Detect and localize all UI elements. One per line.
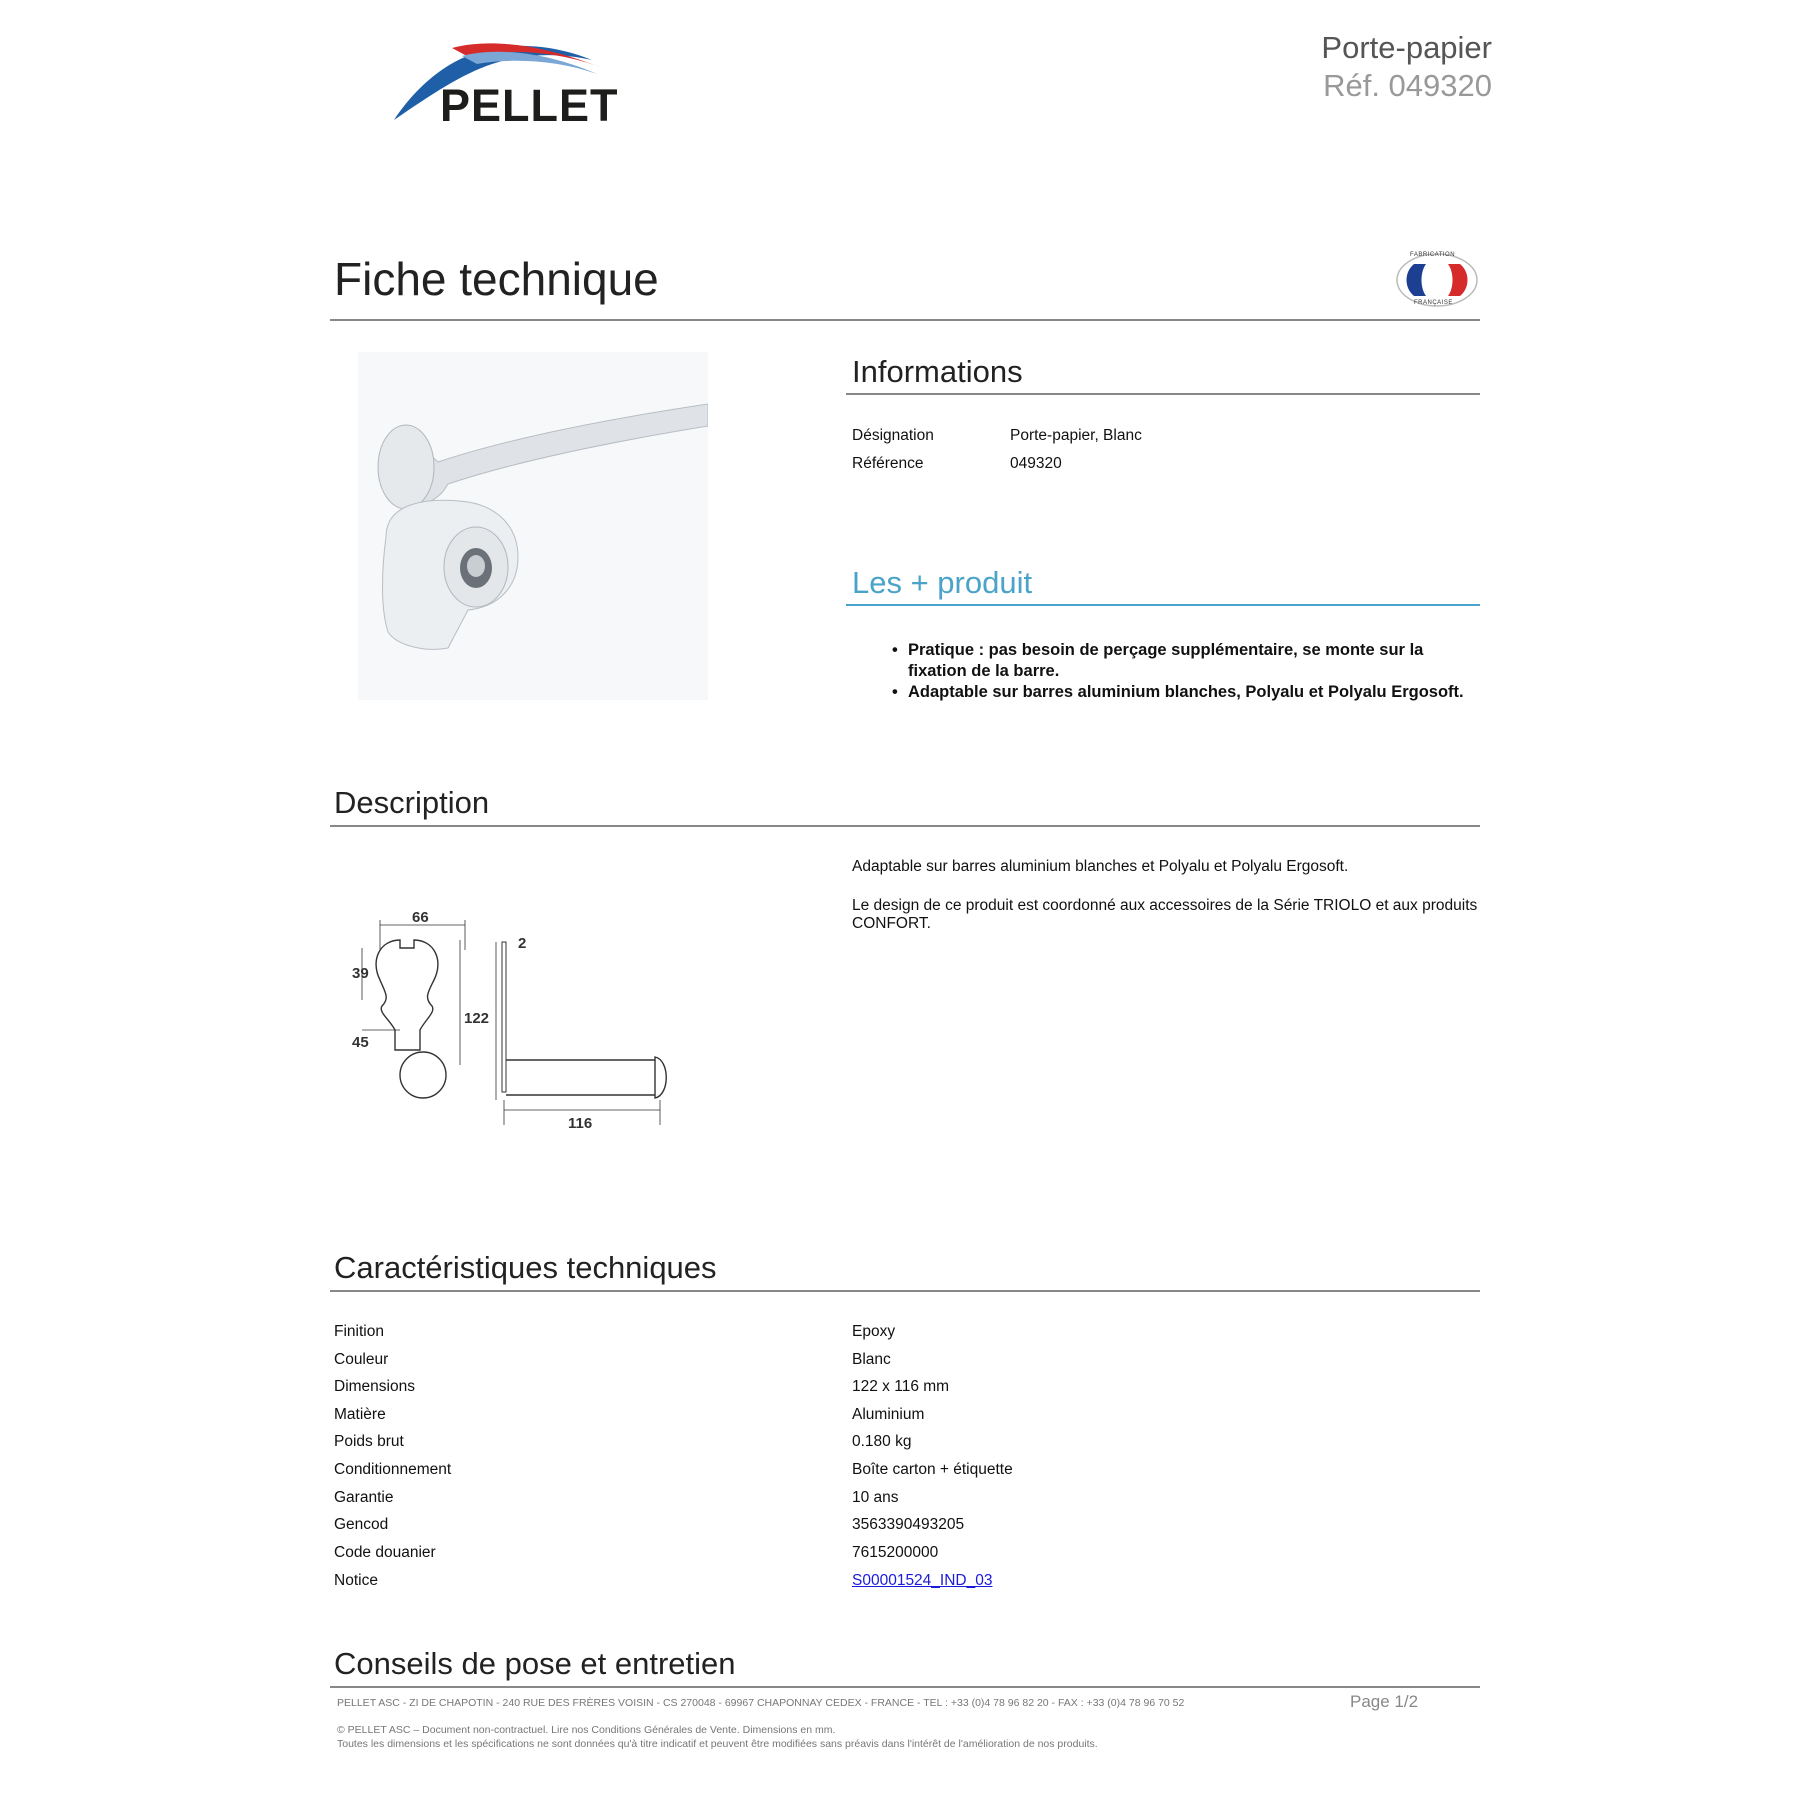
- spec-label-garantie: Garantie: [334, 1489, 394, 1506]
- product-reference: Réf. 049320: [1323, 68, 1492, 103]
- caracteristiques-divider: [330, 1290, 1480, 1292]
- product-name: Porte-papier: [1321, 30, 1492, 65]
- spec-value-matiere: Aluminium: [852, 1406, 925, 1423]
- badge-bottom-text: FRANÇAISE: [1414, 300, 1453, 306]
- spec-label-notice: Notice: [334, 1572, 378, 1589]
- plus-produit-divider: [846, 604, 1480, 606]
- bullet-dot-2: •: [892, 683, 898, 701]
- spec-label-finition: Finition: [334, 1323, 384, 1340]
- brand-logo: [392, 38, 642, 131]
- bullet-dot-1: •: [892, 641, 898, 659]
- info-label-designation: Désignation: [852, 427, 934, 444]
- page-title: Fiche technique: [334, 253, 659, 305]
- spec-label-dimensions: Dimensions: [334, 1378, 415, 1395]
- spec-label-matiere: Matière: [334, 1406, 386, 1423]
- badge-top-text: FABRICATION: [1410, 252, 1456, 258]
- spec-label-conditionnement: Conditionnement: [334, 1461, 452, 1478]
- fabrication-francaise-badge: [1396, 252, 1478, 308]
- spec-value-garantie: 10 ans: [852, 1489, 899, 1506]
- info-value-reference: 049320: [1010, 455, 1062, 472]
- spec-value-gencod: 3563390493205: [852, 1516, 965, 1533]
- description-paragraph-2-line-2: CONFORT.: [852, 915, 931, 932]
- conseils-heading: Conseils de pose et entretien: [334, 1646, 736, 1681]
- bullet-2: Adaptable sur barres aluminium blanches, Polyalu et Polyalu Ergosoft.: [908, 683, 1464, 701]
- spec-value-conditionnement: Boîte carton + étiquette: [852, 1461, 1013, 1478]
- footer-legal-2: Toutes les dimensions et les spécifications ne sont données qu'à titre indicatif et peuvent être modifiées sans préavis dans l'intérêt de l'amélioration de nos produits.: [337, 1738, 1098, 1750]
- info-value-designation: Porte-papier, Blanc: [1010, 427, 1142, 444]
- spec-value-code-douanier: 7615200000: [852, 1544, 939, 1561]
- description-paragraph-1: Adaptable sur barres aluminium blanches et Polyalu et Polyalu Ergosoft.: [852, 858, 1349, 875]
- dim-122: 122: [464, 1010, 490, 1027]
- description-heading: Description: [334, 785, 490, 820]
- info-label-reference: Référence: [852, 455, 924, 472]
- spec-value-poids-brut: 0.180 kg: [852, 1433, 912, 1450]
- spec-label-gencod: Gencod: [334, 1516, 389, 1533]
- spec-value-dimensions: 122 x 116 mm: [852, 1378, 950, 1395]
- bullet-1-line-1: Pratique : pas besoin de perçage supplémentaire, se monte sur la: [908, 641, 1424, 659]
- dim-66: 66: [412, 909, 429, 926]
- product-photo: [358, 352, 708, 700]
- brand-name: PELLET: [440, 80, 619, 131]
- technical-drawing: [340, 910, 680, 1140]
- bullet-1-line-2: fixation de la barre.: [908, 662, 1060, 680]
- dim-2: 2: [518, 935, 527, 952]
- description-paragraph-2-line-1: Le design de ce produit est coordonné aux accessoires de la Série TRIOLO et aux produits: [852, 897, 1478, 914]
- dim-45: 45: [352, 1034, 369, 1051]
- dim-39: 39: [352, 965, 369, 982]
- spec-label-couleur: Couleur: [334, 1351, 389, 1368]
- conseils-divider: [330, 1686, 1480, 1688]
- spec-label-poids-brut: Poids brut: [334, 1433, 404, 1450]
- description-divider: [330, 825, 1480, 827]
- spec-value-finition: Epoxy: [852, 1323, 896, 1340]
- dim-116: 116: [568, 1115, 593, 1132]
- caracteristiques-heading: Caractéristiques techniques: [334, 1250, 717, 1285]
- footer-legal-1: © PELLET ASC – Document non-contractuel. Lire nos Conditions Générales de Vente. Dimensions en mm.: [337, 1724, 836, 1736]
- spec-value-couleur: Blanc: [852, 1351, 891, 1368]
- notice-link[interactable]: S00001524_IND_03: [852, 1572, 993, 1589]
- page-number: Page 1/2: [1350, 1692, 1419, 1711]
- informations-divider: [846, 393, 1480, 395]
- title-divider: [330, 319, 1480, 321]
- plus-produit-heading: Les + produit: [852, 565, 1033, 600]
- footer-address: PELLET ASC - ZI DE CHAPOTIN - 240 RUE DES FRÈRES VOISIN - CS 270048 - 69967 CHAPONNAY CEDEX - FRANCE - TEL : +33 (0)4 78 96 82 20 - FAX : +33 (0)4 78 96 70 52: [337, 1697, 1185, 1709]
- spec-label-code-douanier: Code douanier: [334, 1544, 436, 1561]
- informations-heading: Informations: [852, 354, 1023, 389]
